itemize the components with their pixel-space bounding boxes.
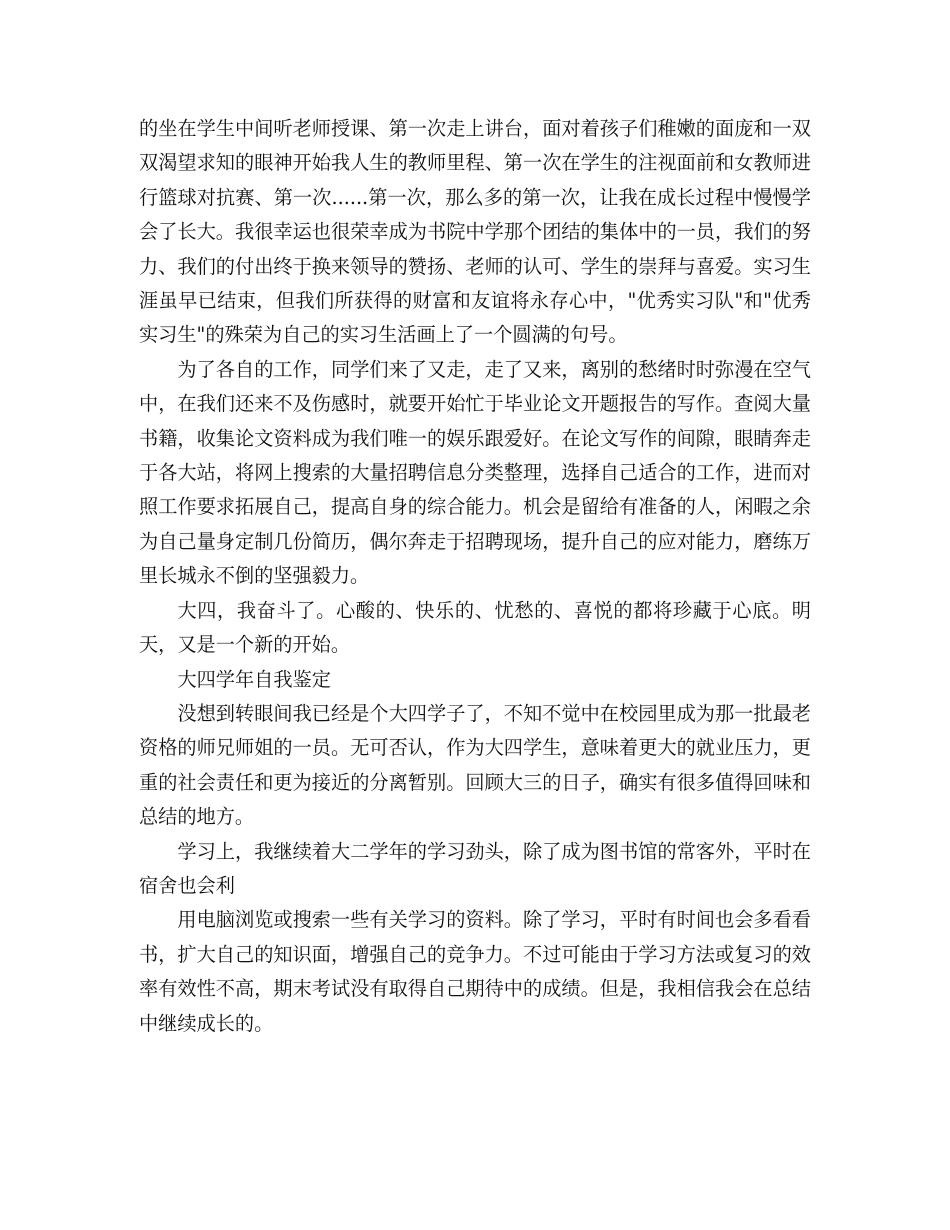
section-heading: 大四学年自我鉴定 [177,667,331,691]
paragraph-3: 大四，我奋斗了。心酸的、快乐的、忧愁的、喜悦的都将珍藏于心底。明天，又是一个新的开始。 [139,598,811,657]
paragraph-4: 没想到转眼间我已经是个大四学子了，不知不觉中在校园里成为那一批最老资格的师兄师姐的一员。无可否认，作为大四学生，意味着更大的就业压力，更重的社会责任和更为接近的分离暂别。回顾大三的日子，确实有很多值得回味和总结的地方。 [139,701,811,829]
document-body [139,112,811,1041]
paragraph-6: 用电脑浏览或搜索一些有关学习的资料。除了学习，平时有时间也会多看看书，扩大自己的知识面，增强自己的竞争力。不过可能由于学习方法或复习的效率有效性不高，期末考试没有取得自己期待中的成绩。但是，我相信我会在总结中继续成长的。 [139,908,811,1035]
paragraph-2: 为了各自的工作，同学们来了又走，走了又来，离别的愁绪时时弥漫在空气中，在我们还来不及伤感时，就要开始忙于毕业论文开题报告的写作。查阅大量书籍，收集论文资料成为我们唯一的娱乐跟爱好。在论文写作的间隙，眼睛奔走于各大站，将网上搜索的大量招聘信息分类整理，选择自己适合的工作，进而对照工作要求拓展自己，提高自身的综合能力。机会是留给有准备的人，闲暇之余为自己量身定制几份简历，偶尔奔走于招聘现场，提升自己的应对能力，磨练万里长城永不倒的坚强毅力。 [139,357,811,588]
paragraph-5: 学习上，我继续着大二学年的学习劲头，除了成为图书馆的常客外，平时在宿舍也会利 [139,839,811,897]
paragraph-1: 的坐在学生中间听老师授课、第一次走上讲台，面对着孩子们稚嫩的面庞和一双双渴望求知的眼神开始我人生的教师里程、第一次在学生的注视面前和女教师进行篮球对抗赛、第一次......第一次，那么多的第一次，让我在成长过程中慢慢学会了长大。我很幸运也很荣幸成为书院中学那个团结的集体中的一员，我们的努力、我们的付出终于换来领导的赞扬、老师的认可、学生的崇拜与喜爱。实习生涯虽早已结束，但我们所获得的财富和友谊将永存心中，"优秀实习队"和"优秀实习生"的殊荣为自己的实习生活画上了一个圆满的句号。 [139,117,811,347]
